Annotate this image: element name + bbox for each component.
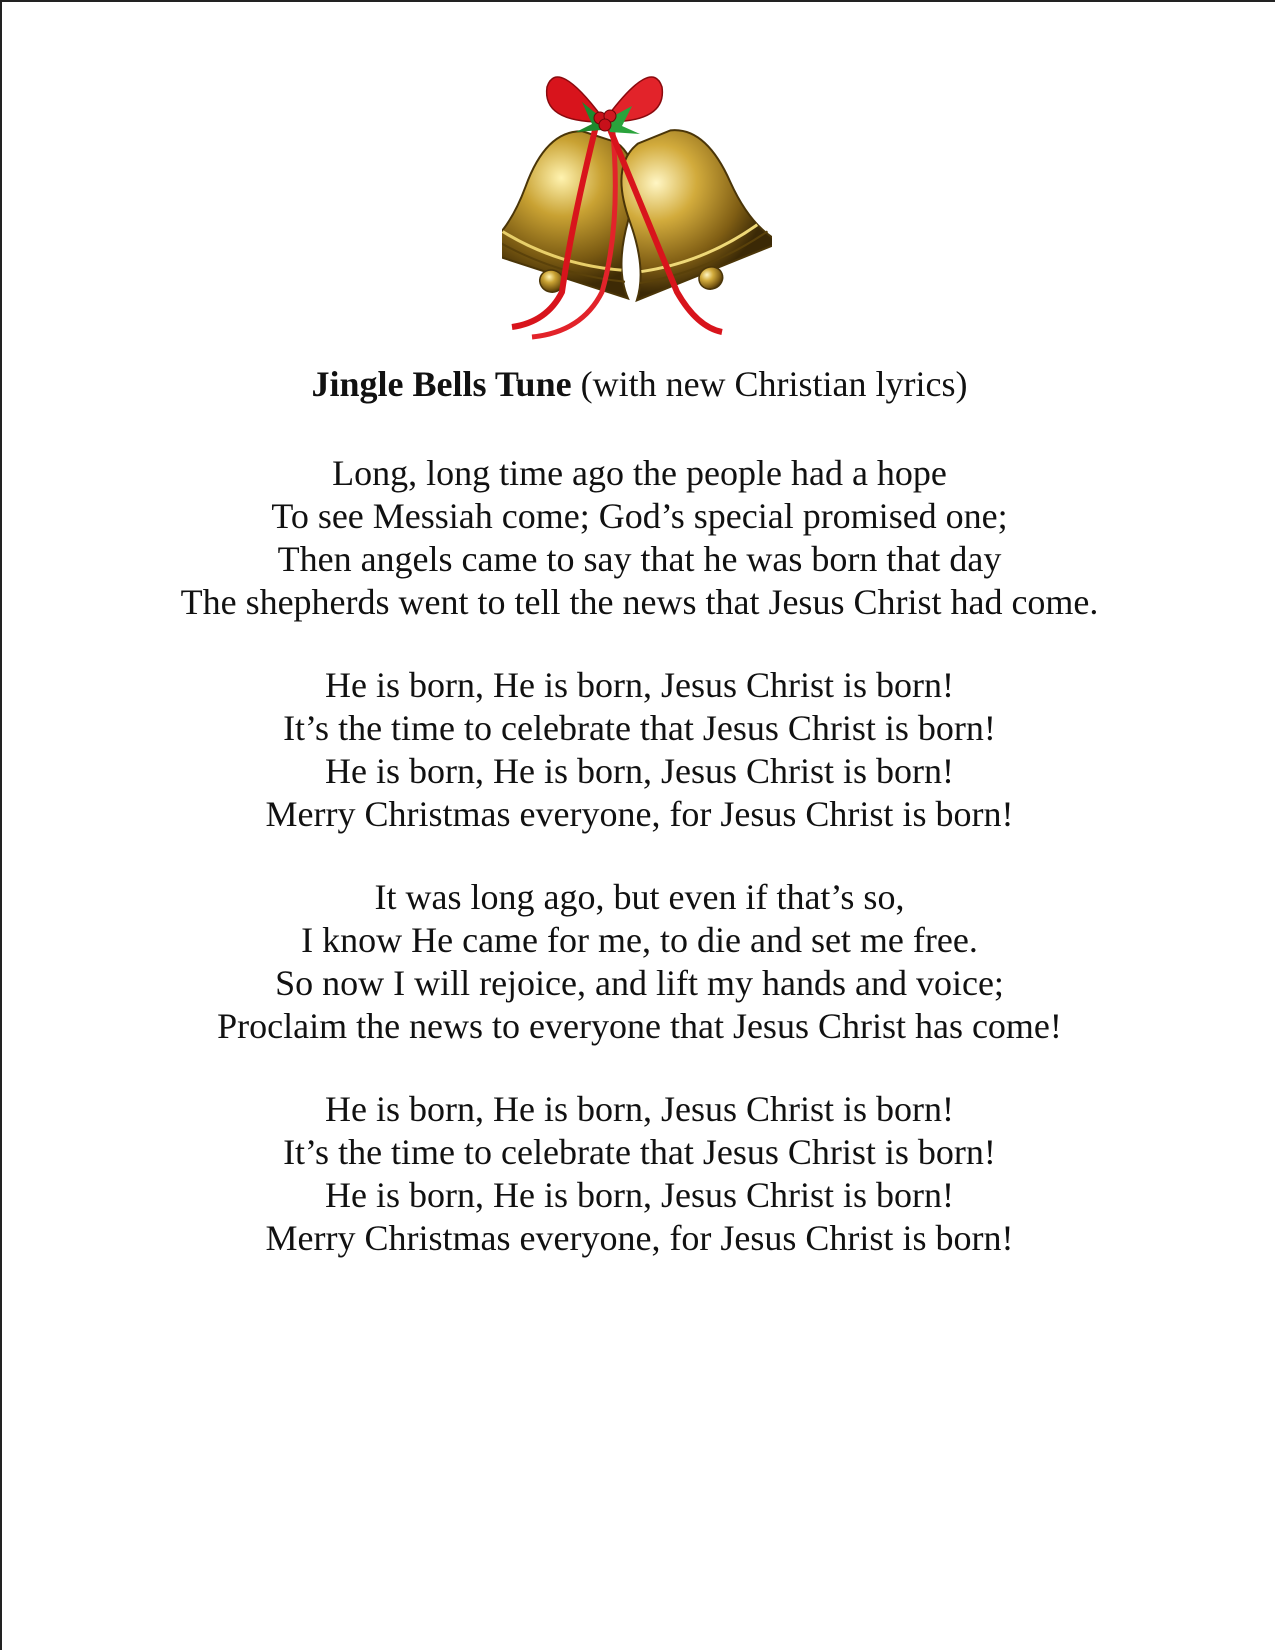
song-title [2,364,1275,404]
stanza-chorus-2 [2,1088,1275,1260]
lyric-line: Then angels came to say that he was born that day [277,539,1002,579]
lyric-line: So now I will rejoice, and lift my hands and voice; [275,963,1004,1003]
lyric-line: He is born, He is born, Jesus Christ is born! [325,1175,954,1215]
lyric-line: He is born, He is born, Jesus Christ is born! [325,751,954,791]
lyric-line: To see Messiah come; God’s special promised one; [271,496,1008,536]
lyric-line: It was long ago, but even if that’s so, [374,877,905,917]
title-bold: Jingle Bells Tune [311,364,572,404]
lyric-line: It’s the time to celebrate that Jesus Christ is born! [283,708,996,748]
lyric-line: He is born, He is born, Jesus Christ is born! [325,665,954,705]
lyric-line: It’s the time to celebrate that Jesus Christ is born! [283,1132,996,1172]
title-subtitle: (with new Christian lyrics) [571,364,968,404]
christmas-bells-icon [502,62,772,352]
lyric-line: He is born, He is born, Jesus Christ is born! [325,1089,954,1129]
lyrics [2,452,1275,1300]
lyric-line: Merry Christmas everyone, for Jesus Christ is born! [265,794,1014,834]
stanza-chorus-1 [2,664,1275,836]
stanza-verse-2 [2,876,1275,1048]
lyric-line: Merry Christmas everyone, for Jesus Christ is born! [265,1218,1014,1258]
stanza-verse-1 [2,452,1275,624]
lyric-line: The shepherds went to tell the news that Jesus Christ had come. [180,582,1099,622]
lyric-line: Long, long time ago the people had a hope [332,453,947,493]
lyric-line: I know He came for me, to die and set me free. [301,920,978,960]
lyric-line: Proclaim the news to everyone that Jesus Christ has come! [217,1006,1062,1046]
